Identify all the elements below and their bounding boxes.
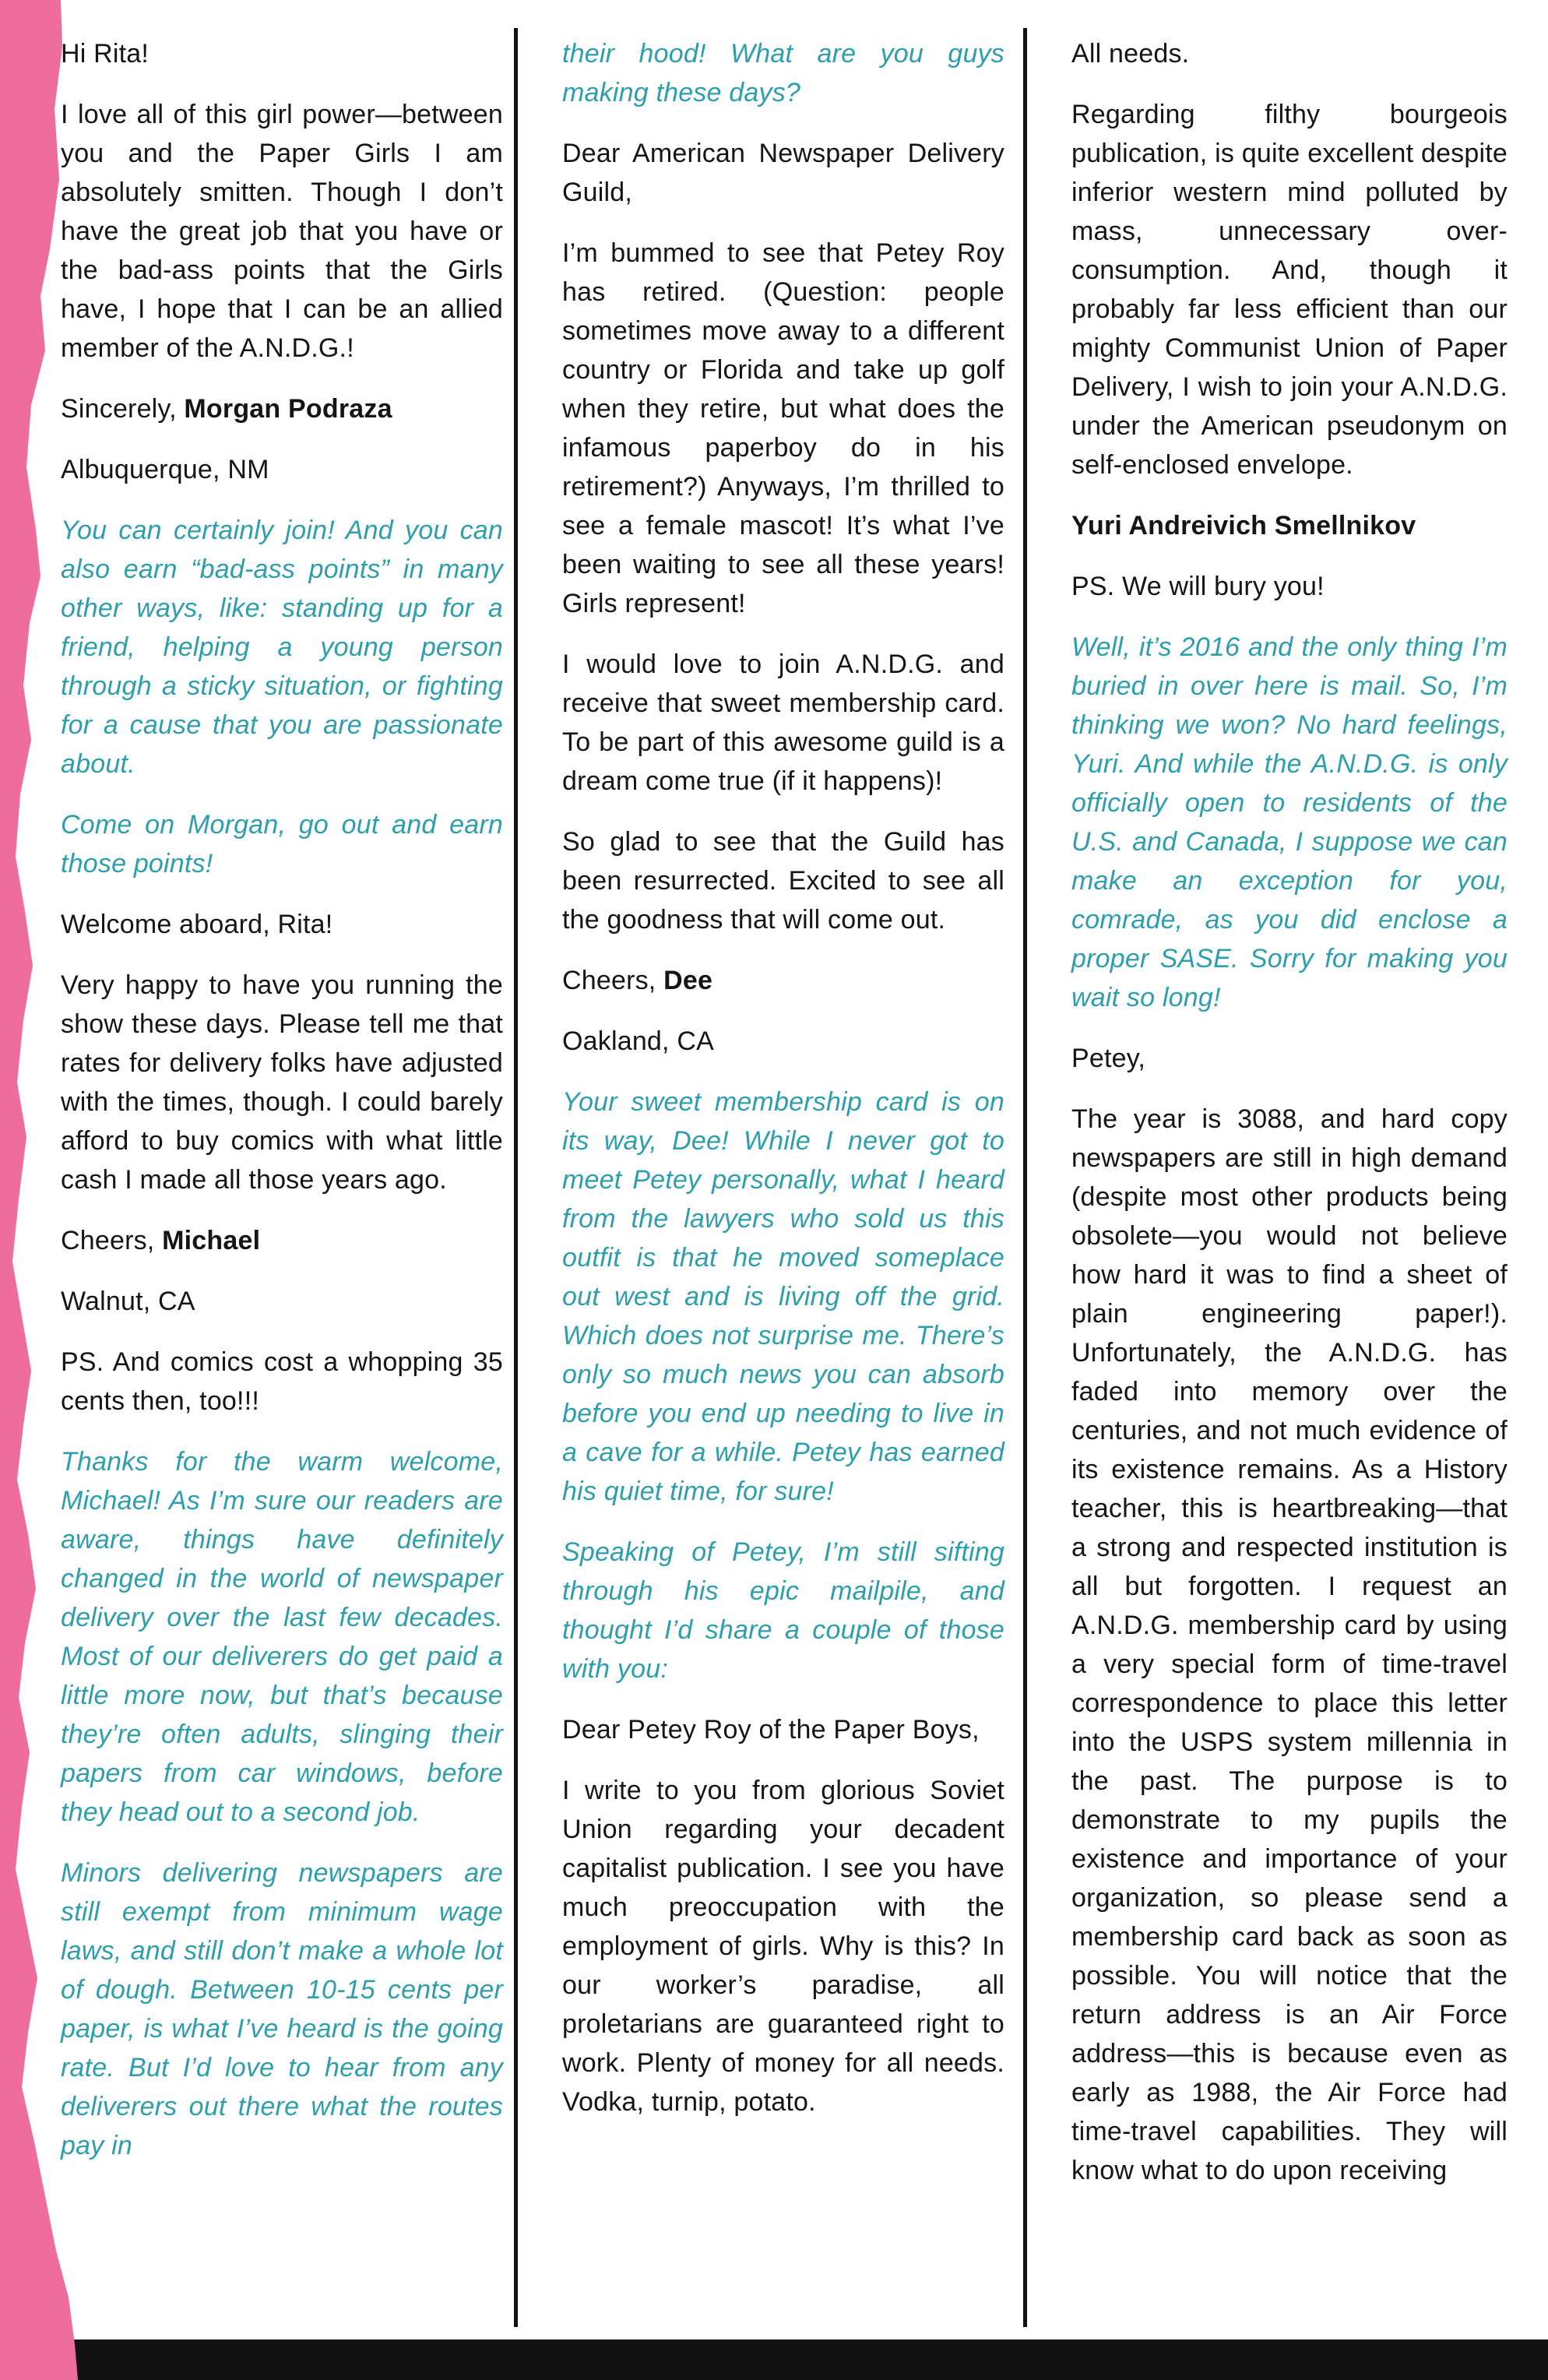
signature-line — [1071, 506, 1508, 545]
letter-paragraph: PS. We will bury you! — [1071, 572, 1325, 601]
letter-paragraph: Dear Petey Roy of the Paper Boys, — [562, 1715, 980, 1745]
letter-paragraph: I’m bummed to see that Petey Roy has retired. (Question: people sometimes move away to a different country or Florida and take up golf when they retire, but what does the infamous paperboy do in his retirement?) Anyways, I’m thrilled to see a female mascot! It’s what I’ve been waiting to see all these years! Girls represent! — [562, 238, 1004, 618]
signature-prefix: Cheers, — [562, 966, 664, 995]
editor-response-paragraph: You can certainly join! And you can also earn “bad-ass points” in many other ways, like: standing up for a friend, helping a young person through a sticky situation, or fighting for a cause that you are passionate about. — [61, 516, 503, 779]
letter-paragraph: Albuquerque, NM — [61, 455, 269, 484]
signature-prefix: Sincerely, — [61, 394, 185, 424]
letter-paragraph: Petey, — [1071, 1044, 1146, 1073]
letter-paragraph: Dear American Newspaper Delivery Guild, — [562, 139, 1004, 207]
letter-paragraph: I write to you from glorious Soviet Union regarding your decadent capitalist publication. I see you have much preoccupation with the employment of girls. Why is this? In our worker’s paradise, all proletarians are guaranteed right to work. Plenty of money for all needs. Vodka, turnip, potato. — [562, 1776, 1004, 2117]
signature-name: Morgan Podraza — [184, 394, 392, 424]
editor-response-paragraph: Minors delivering newspapers are still exempt from minimum wage laws, and still don’t make a whole lot of dough. Between 10-15 cents per paper, is what I’ve heard is the going rate. But I’d love to hear from any deliverers out there what the routes pay in — [61, 1858, 503, 2160]
signature-line — [61, 389, 503, 428]
letter-paragraph: Regarding filthy bourgeois publication, is quite excellent despite inferior western mind polluted by mass, unnecessary over-consumption. And, though it probably far less efficient than our mighty Communist Union of Paper Delivery, I wish to join your A.N.D.G. under the American pseudonym on self-enclosed envelope. — [1071, 100, 1508, 480]
letter-paragraph: Walnut, CA — [61, 1287, 195, 1316]
column-divider-1 — [514, 28, 518, 2327]
signature-line — [562, 961, 1004, 1000]
letters-column-2 — [562, 34, 1004, 2121]
letter-paragraph: I love all of this girl power—between you and the Paper Girls I am absolutely smitten. Though I don’t have the great job that you have or the bad-ass points that the Girls have, I hope that I can be an allied member of the A.N.D.G.! — [61, 100, 503, 363]
letter-paragraph: Welcome aboard, Rita! — [61, 910, 333, 939]
column-divider-2 — [1023, 28, 1027, 2327]
signature-name: Dee — [663, 966, 713, 995]
letters-column-3 — [1071, 34, 1508, 2190]
editor-response-paragraph: Well, it’s 2016 and the only thing I’m buried in over here is mail. So, I’m thinking we won? No hard feelings, Yuri. And while the A.N.D.G. is only officially open to residents of the U.S. and Canada, I suppose we can make an exception for you, comrade, as you did enclose a proper SASE. Sorry for making you wait so long! — [1071, 632, 1508, 1012]
editor-response-paragraph: Come on Morgan, go out and earn those points! — [61, 810, 503, 878]
signature-prefix: Cheers, — [61, 1226, 163, 1255]
torn-paper-edge — [0, 0, 86, 2380]
bottom-black-bar — [0, 2340, 1548, 2380]
letter-paragraph: PS. And comics cost a whopping 35 cents then, too!!! — [61, 1347, 503, 1416]
editor-response-paragraph: Your sweet membership card is on its way, Dee! While I never got to meet Petey personally, what I heard from the lawyers who sold us this outfit is that he moved someplace out west and is living off the grid. Which does not surprise me. There’s only so much news you can absorb before you end up needing to live in a cave for a while. Petey has earned his quiet time, for sure! — [562, 1087, 1004, 1506]
letters-column-1 — [61, 34, 503, 2165]
letter-paragraph: Hi Rita! — [61, 39, 150, 69]
letter-paragraph: I would love to join A.N.D.G. and receive that sweet membership card. To be part of this awesome guild is a dream come true (if it happens)! — [562, 650, 1004, 796]
signature-line — [61, 1221, 503, 1260]
editor-response-paragraph: Thanks for the warm welcome, Michael! As I’m sure our readers are aware, things have definitely changed in the world of newspaper delivery over the last few decades. Most of our deliverers do get paid a little more now, but that’s because they’re often adults, slinging their papers from car windows, before they head out to a second job. — [61, 1447, 503, 1827]
editor-response-paragraph: their hood! What are you guys making these days? — [562, 39, 1004, 107]
signature-name: Yuri Andreivich Smellnikov — [1071, 511, 1416, 540]
letter-paragraph: So glad to see that the Guild has been resurrected. Excited to see all the goodness that will come out. — [562, 827, 1004, 935]
letter-paragraph: The year is 3088, and hard copy newspapers are still in high demand (despite most other products being obsolete—you would not believe how hard it was to find a sheet of plain engineering paper!). Unfortunately, the A.N.D.G. has faded into memory over the centuries, and not much evidence of its existence remains. As a History teacher, this is heartbreaking—that a strong and respected institution is all but forgotten. I request an A.N.D.G. membership card by using a very special form of time-travel correspondence to place this letter into the USPS system millennia in the past. The purpose is to demonstrate to my pupils the existence and importance of your organization, so please send a membership card back as soon as possible. You will notice that the return address is an Air Force address—this is because even as early as 1988, the Air Force had time-travel capabilities. They will know what to do upon receiving — [1071, 1104, 1508, 2185]
letter-paragraph: Very happy to have you running the show these days. Please tell me that rates for delivery folks have adjusted with the times, though. I could barely afford to buy comics with what little cash I made all those years ago. — [61, 970, 503, 1195]
editor-response-paragraph: Speaking of Petey, I’m still sifting through his epic mailpile, and thought I’d share a couple of those with you: — [562, 1537, 1004, 1684]
signature-name: Michael — [162, 1226, 261, 1255]
letter-paragraph: Oakland, CA — [562, 1026, 714, 1056]
letter-paragraph: All needs. — [1071, 39, 1190, 69]
